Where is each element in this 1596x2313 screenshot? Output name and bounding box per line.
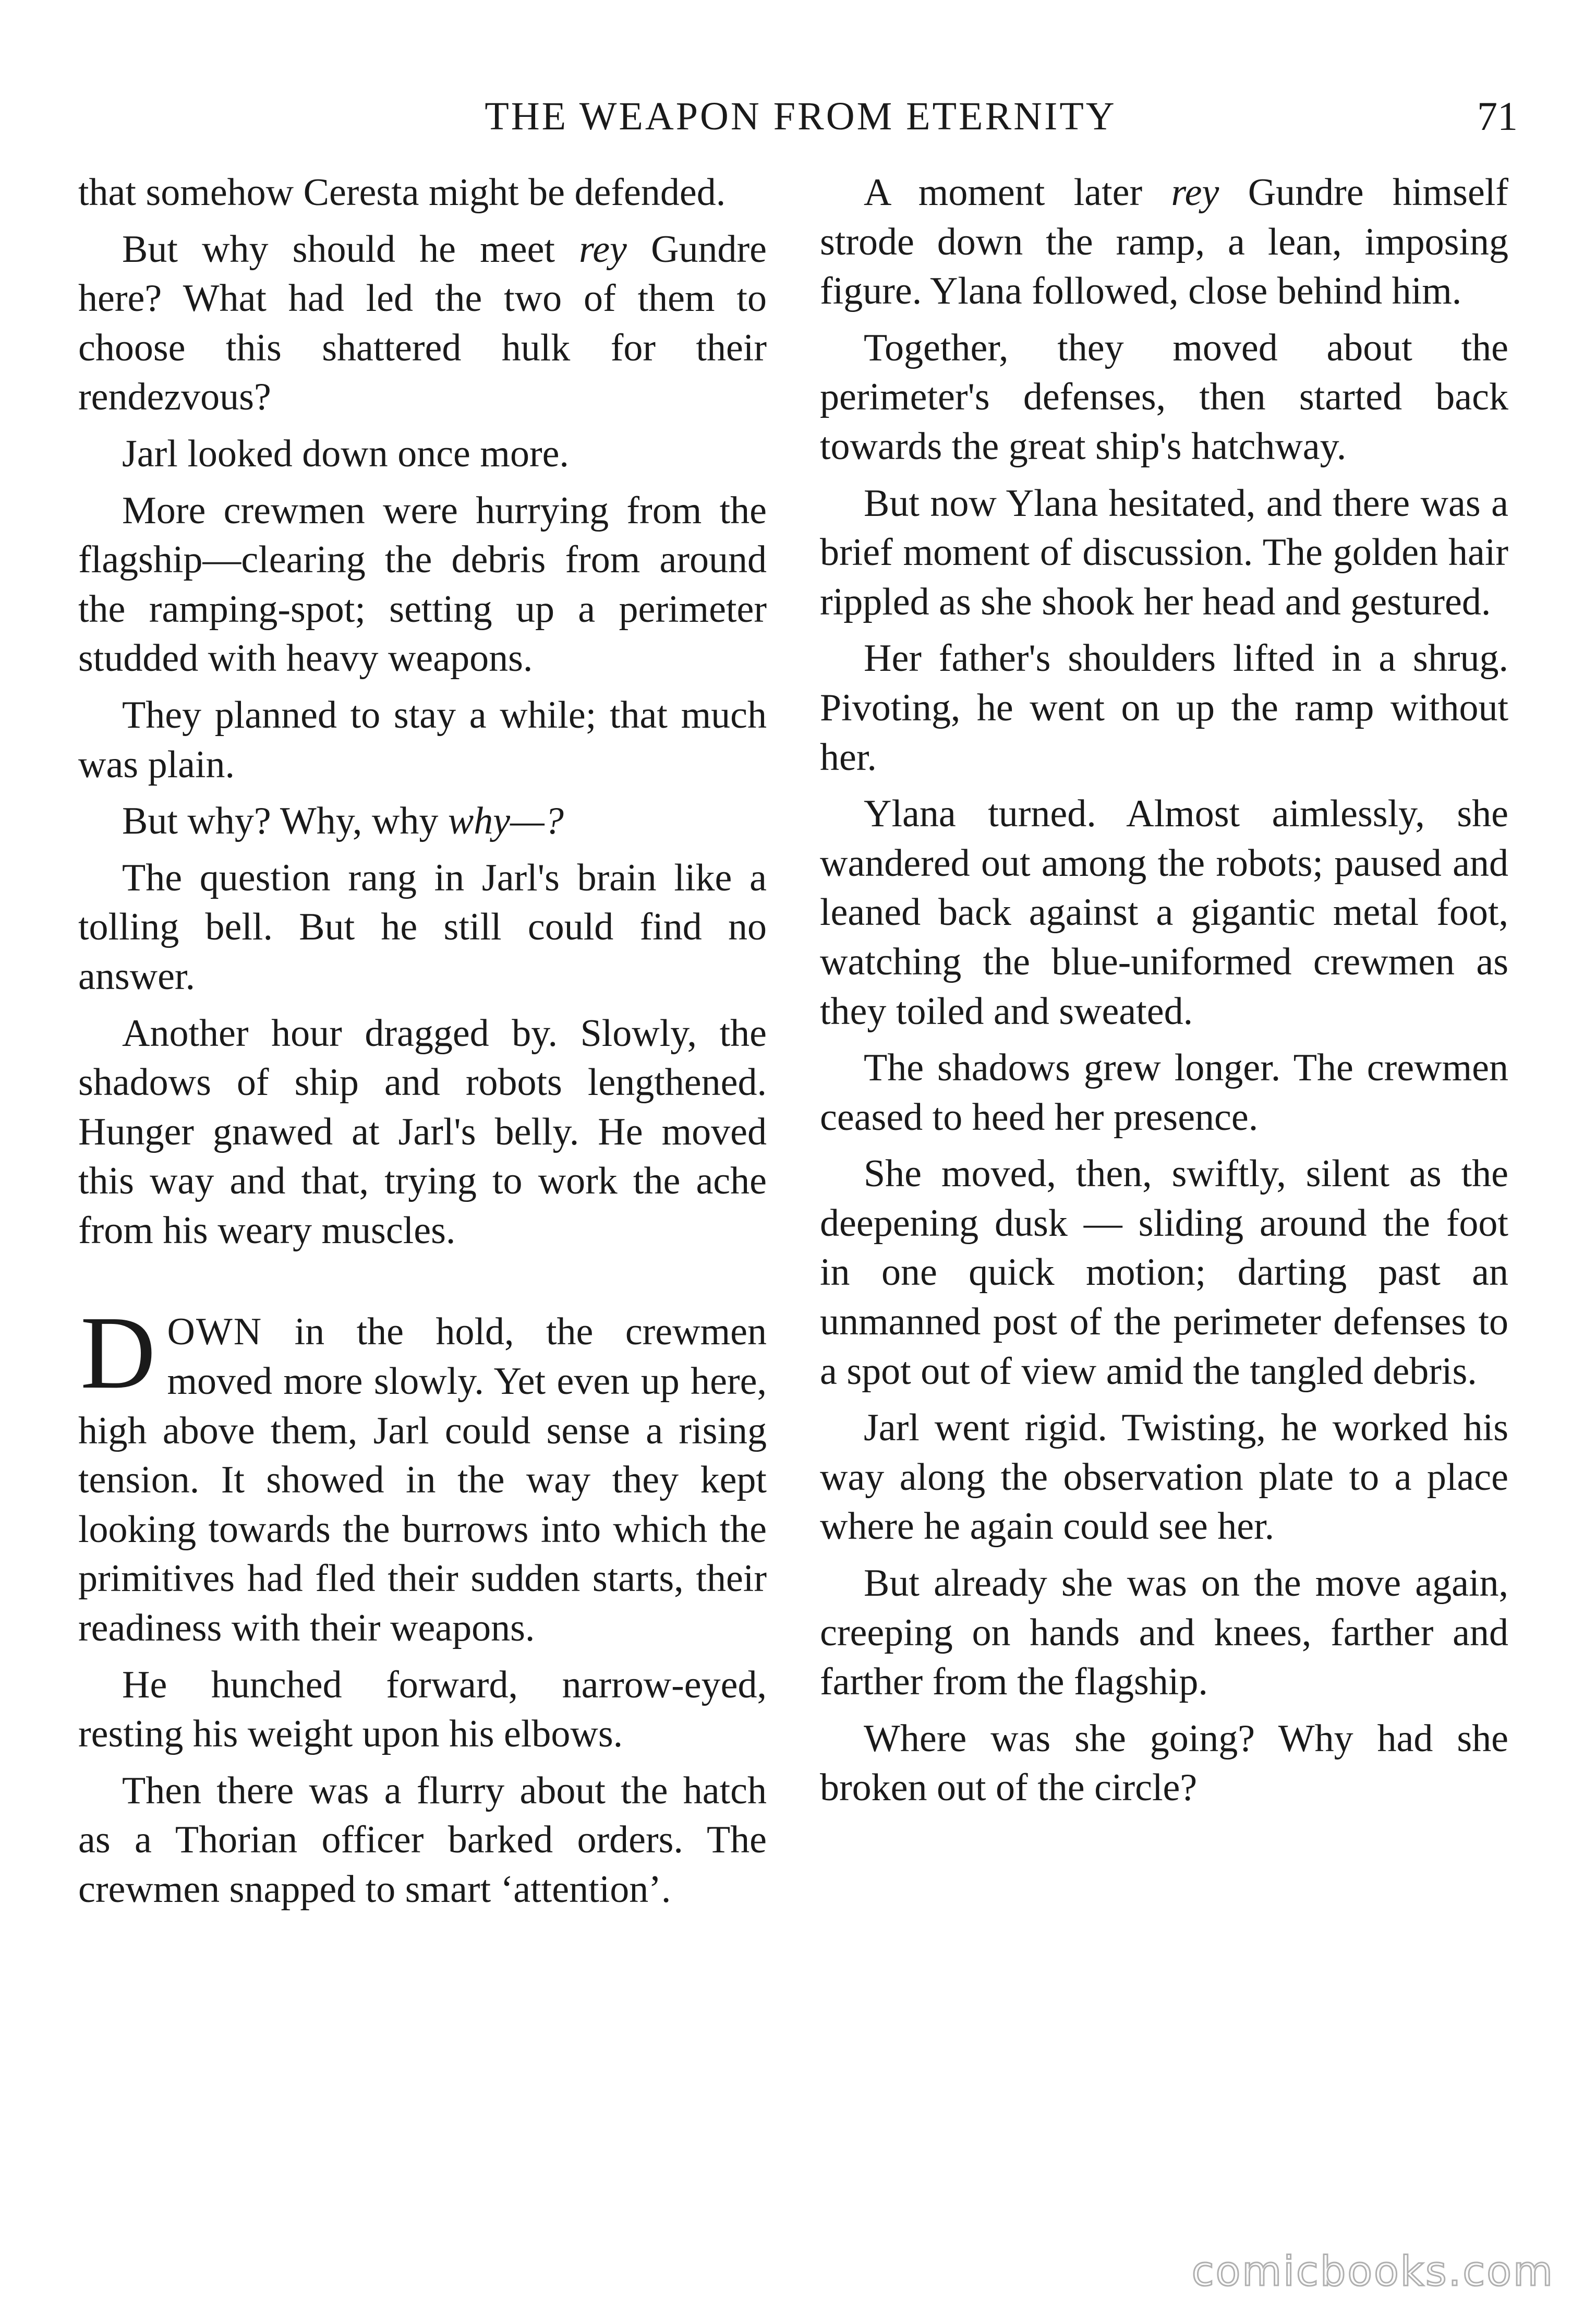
watermark: comicbooks.com xyxy=(1191,2248,1554,2295)
paragraph: Then there was a flurry about the hatch as a Thorian officer barked orders. The crewmen snapped to smart ‘attention’. xyxy=(78,1769,767,1911)
paragraph: But why? Why, why why—? xyxy=(122,800,564,843)
paragraph: Where was she going? Why had she broken out of the circle? xyxy=(820,1717,1508,1810)
paragraph: that somehow Ceresta might be defended. xyxy=(78,171,726,214)
paragraph: The shadows grew longer. The crewmen ceased to heed her presence. xyxy=(820,1046,1508,1139)
paragraph: A moment later rey Gundre himself strode down the ramp, a lean, imposing figure. Ylana followed, close behind him. xyxy=(820,171,1508,313)
paragraph: Together, they moved about the perimeter's defenses, then started back towards the great ship's hatchway. xyxy=(820,326,1508,468)
running-title: THE WEAPON FROM ETERNITY xyxy=(485,94,1117,138)
drop-cap: D xyxy=(80,1295,156,1411)
paragraph: Her father's shoulders lifted in a shrug. Pivoting, he went on up the ramp without her. xyxy=(820,637,1508,779)
page-number: 71 xyxy=(1477,93,1518,139)
right-column xyxy=(820,168,1508,1820)
paragraph: Another hour dragged by. Slowly, the shadows of ship and robots lengthened. Hunger gnawed at Jarl's belly. He moved this way and that, trying to work the ache from his weary muscles. xyxy=(78,1011,767,1252)
paragraph: But now Ylana hesitated, and there was a brief moment of discussion. The golden hair rippled as she shook her head and gestured. xyxy=(820,481,1508,623)
paragraph-dropcap: DOWN in the hold, the crewmen moved more slowly. Yet even up here, high above them, Jarl could sense a rising tension. It showed in the way they kept looking towards the burrows into which the primitives had fled their sudden starts, their readiness with their weapons. xyxy=(78,1295,767,1650)
paragraph: But already she was on the move again, creeping on hands and knees, farther and farther from the flagship. xyxy=(820,1562,1508,1704)
paragraph: The question rang in Jarl's brain like a tolling bell. But he still could find no answer. xyxy=(78,856,767,998)
paragraph: More crewmen were hurrying from the flagship—clearing the debris from around the ramping-spot; setting up a perimeter studded with heavy weapons. xyxy=(78,489,767,680)
paragraph: Jarl went rigid. Twisting, he worked his way along the observation plate to a place where he again could see her. xyxy=(820,1406,1508,1548)
paragraph: Ylana turned. Almost aimlessly, she wandered out among the robots; paused and leaned back against a gigantic metal foot, watching the blue-uniformed crewmen as they toiled and sweated. xyxy=(820,792,1508,1033)
left-column xyxy=(78,168,767,1922)
paragraph: Jarl looked down once more. xyxy=(122,432,569,475)
paragraph: They planned to stay a while; that much was plain. xyxy=(78,693,767,786)
paragraph: She moved, then, swiftly, silent as the deepening dusk — sliding around the foot in one quick motion; darting past an unmanned post of the perimeter defenses to a spot out of view amid the tangled debris. xyxy=(820,1152,1508,1393)
paragraph: But why should he meet rey Gundre here? What had led the two of them to choose this shattered hulk for their rendezvous? xyxy=(78,227,767,419)
page-header xyxy=(0,88,1596,145)
paragraph: He hunched forward, narrow-eyed, resting his weight upon his elbows. xyxy=(78,1663,767,1756)
